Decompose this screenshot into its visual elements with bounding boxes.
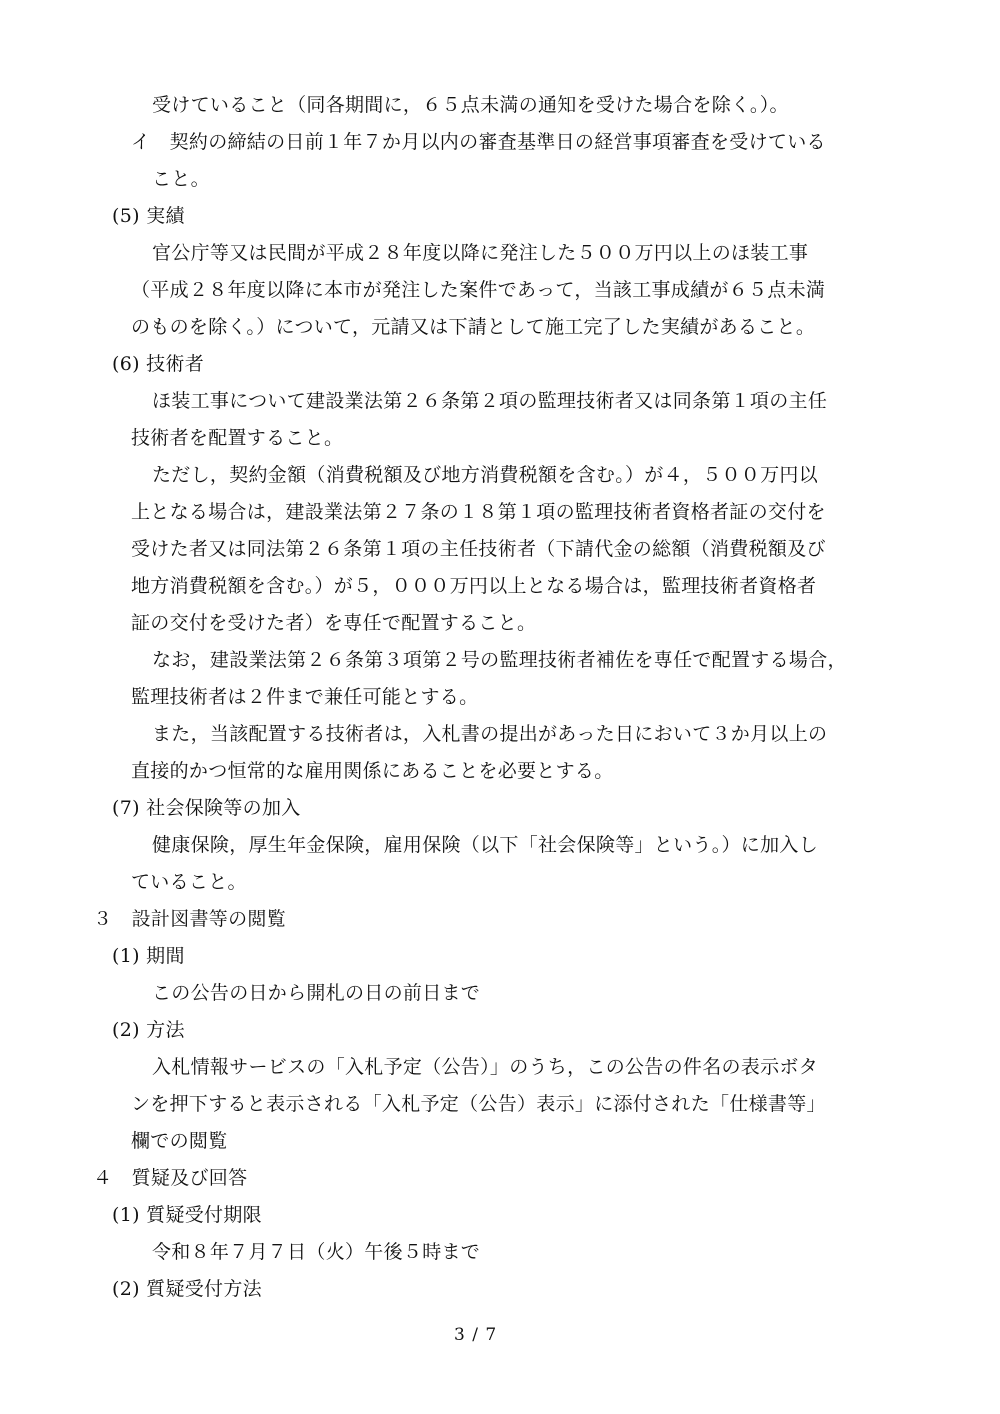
text-line: 欄での閲覧 <box>131 1130 228 1152</box>
section-heading: (2) 方法 <box>112 1019 185 1041</box>
text-line: 令和８年７月７日（火）午後５時まで <box>152 1241 481 1263</box>
text-line: イ 契約の締結の日前１年７か月以内の審査基準日の経営事項審査を受けている <box>131 131 826 153</box>
text-line: 健康保険，厚生年金保険，雇用保険（以下「社会保険等」という。）に加入し <box>152 834 819 856</box>
text-line: この公告の日から開札の日の前日まで <box>152 982 481 1004</box>
section-heading: (5) 実績 <box>112 205 185 227</box>
text-line: 直接的かつ恒常的な雇用関係にあることを必要とする。 <box>131 760 614 782</box>
text-line: ほ装工事について建設業法第２６条第２項の監理技術者又は同条第１項の主任 <box>152 390 828 412</box>
text-line: 技術者を配置すること。 <box>131 427 344 449</box>
section-heading: (1) 質疑受付期限 <box>112 1204 262 1226</box>
text-line: 受けていること（同各期間に，６５点未満の通知を受けた場合を除く。）。 <box>152 94 789 116</box>
text-line: 監理技術者は２件まで兼任可能とする。 <box>131 686 479 708</box>
section-heading: (2) 質疑受付方法 <box>112 1278 262 1300</box>
text-line: ただし，契約金額（消費税額及び地方消費税額を含む。）が４，５００万円以 <box>152 464 819 486</box>
chapter-heading: ４ 質疑及び回答 <box>93 1167 248 1189</box>
text-line: 入札情報サービスの「入札予定（公告）」のうち，この公告の件名の表示ボタ <box>152 1056 819 1078</box>
text-line: 地方消費税額を含む。）が５，０００万円以上となる場合は，監理技術者資格者 <box>131 575 817 597</box>
text-line: なお，建設業法第２６条第３項第２号の監理技術者補佐を専任で配置する場合， <box>152 649 847 671</box>
chapter-heading: ３ 設計図書等の閲覧 <box>93 908 287 930</box>
text-line: のものを除く。）について，元請又は下請として施工完了した実績があること。 <box>131 316 816 338</box>
text-line: 証の交付を受けた者）を専任で配置すること。 <box>131 612 537 634</box>
text-line: 受けた者又は同法第２６条第１項の主任技術者（下請代金の総額（消費税額及び <box>131 538 826 560</box>
text-line: ンを押下すると表示される「入札予定（公告）表示」に添付された「仕様書等」 <box>131 1093 826 1115</box>
section-heading: (7) 社会保険等の加入 <box>112 797 301 819</box>
section-heading: (1) 期間 <box>112 945 185 967</box>
section-heading: (6) 技術者 <box>112 353 205 375</box>
text-line: ていること。 <box>131 871 247 893</box>
text-line: 上となる場合は，建設業法第２７条の１８第１項の監理技術者資格者証の交付を <box>131 501 826 523</box>
text-line: 官公庁等又は民間が平成２８年度以降に発注した５００万円以上のほ装工事 <box>152 242 809 264</box>
text-line: また，当該配置する技術者は，入札書の提出があった日において３か月以上の <box>152 723 828 745</box>
page-number: 3 / 7 <box>454 1325 498 1345</box>
text-line: こと。 <box>152 168 210 190</box>
text-line: （平成２８年度以降に本市が発注した案件であって，当該工事成績が６５点未満 <box>131 279 826 301</box>
